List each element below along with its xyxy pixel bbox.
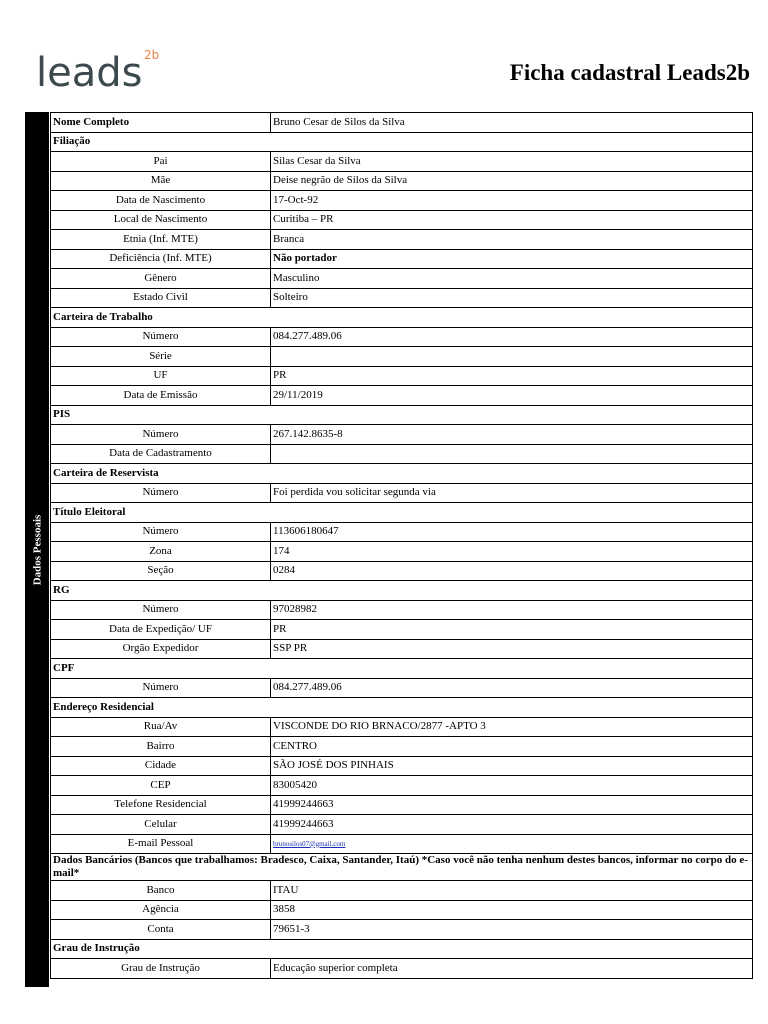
field-label: Celular: [51, 815, 271, 835]
field-value: 17-Oct-92: [271, 191, 753, 211]
table-row: [51, 620, 753, 640]
table-row: [51, 717, 753, 737]
table-row: [51, 425, 753, 445]
field-value: ITAU: [271, 881, 753, 901]
section-title: Dados Bancários (Bancos que trabalhamos: Bradesco, Caixa, Santander, Itaú) *Caso você não tenha nenhum destes bancos, informar no corpo do e-mail*: [51, 854, 753, 881]
table-row: [51, 756, 753, 776]
section-row: [51, 132, 753, 152]
section-row: [51, 405, 753, 425]
table-row: [51, 210, 753, 230]
field-label: Etnia (Inf. MTE): [51, 230, 271, 250]
field-label: Data de Expedição/ UF: [51, 620, 271, 640]
field-value: 0284: [271, 561, 753, 581]
section-row: [51, 659, 753, 679]
field-label: Banco: [51, 881, 271, 901]
field-label: Agência: [51, 900, 271, 920]
table-row: [51, 483, 753, 503]
field-value: 41999244663: [271, 815, 753, 835]
field-label: Nome Completo: [51, 113, 271, 133]
table-row: [51, 386, 753, 406]
field-label: Local de Nascimento: [51, 210, 271, 230]
section-title: Título Eleitoral: [51, 503, 753, 523]
section-row: [51, 503, 753, 523]
field-value: 97028982: [271, 600, 753, 620]
table-row: [51, 600, 753, 620]
page-title: Ficha cadastral Leads2b: [509, 60, 750, 85]
table-row: [51, 959, 753, 979]
sidebar-label: Dados Pessoais: [31, 514, 43, 585]
section-row: [51, 464, 753, 484]
section-title: Endereço Residencial: [51, 698, 753, 718]
table-row: [51, 522, 753, 542]
field-value: Silas Cesar da Silva: [271, 152, 753, 172]
field-value: 41999244663: [271, 795, 753, 815]
table-row: [51, 152, 753, 172]
section-title: Grau de Instrução: [51, 939, 753, 959]
field-label: Número: [51, 522, 271, 542]
field-value: SÃO JOSÉ DOS PINHAIS: [271, 756, 753, 776]
field-value: 79651-3: [271, 920, 753, 940]
field-label: Série: [51, 347, 271, 367]
field-label: CEP: [51, 776, 271, 796]
field-value: PR: [271, 620, 753, 640]
table-row: [51, 191, 753, 211]
field-label: Data de Cadastramento: [51, 444, 271, 464]
field-label: Número: [51, 327, 271, 347]
field-label: Número: [51, 678, 271, 698]
field-value: 084.277.489.06: [271, 678, 753, 698]
field-label: Orgão Expedidor: [51, 639, 271, 659]
field-value: [271, 444, 753, 464]
field-label: Número: [51, 600, 271, 620]
field-value: Educação superior completa: [271, 959, 753, 979]
section-title: Carteira de Reservista: [51, 464, 753, 484]
field-value: Foi perdida vou solicitar segunda via: [271, 483, 753, 503]
table-row: [51, 542, 753, 562]
field-label: Telefone Residencial: [51, 795, 271, 815]
section-row: [51, 939, 753, 959]
table-row: [51, 444, 753, 464]
section-row: [51, 698, 753, 718]
field-value: 267.142.8635-8: [271, 425, 753, 445]
field-label: Data de Emissão: [51, 386, 271, 406]
field-label: Bairro: [51, 737, 271, 757]
email-link[interactable]: brunosilos07@gmail.com: [273, 839, 346, 848]
field-value: Não portador: [271, 249, 753, 269]
section-title: Carteira de Trabalho: [51, 308, 753, 328]
table-row: [51, 920, 753, 940]
table-row: [51, 834, 753, 854]
section-title: CPF: [51, 659, 753, 679]
table-row: [51, 327, 753, 347]
field-label: Conta: [51, 920, 271, 940]
field-value: Deise negrão de Silos da Silva: [271, 171, 753, 191]
field-value: 29/11/2019: [271, 386, 753, 406]
field-value: 084.277.489.06: [271, 327, 753, 347]
table-row: [51, 347, 753, 367]
field-label: Data de Nascimento: [51, 191, 271, 211]
field-value: 83005420: [271, 776, 753, 796]
table-row: [51, 815, 753, 835]
field-label: Rua/Av: [51, 717, 271, 737]
field-label: Grau de Instrução: [51, 959, 271, 979]
registration-form-table: [50, 112, 753, 979]
field-value: PR: [271, 366, 753, 386]
table-row: [51, 269, 753, 289]
table-row: [51, 639, 753, 659]
section-title: PIS: [51, 405, 753, 425]
table-row: [51, 561, 753, 581]
table-row: [51, 171, 753, 191]
field-label: Zona: [51, 542, 271, 562]
field-label: Estado Civil: [51, 288, 271, 308]
table-row: [51, 678, 753, 698]
field-value: Curitiba – PR: [271, 210, 753, 230]
section-row: [51, 581, 753, 601]
field-label: Número: [51, 483, 271, 503]
field-value: Masculino: [271, 269, 753, 289]
field-label: Gênero: [51, 269, 271, 289]
field-value: 174: [271, 542, 753, 562]
field-label: UF: [51, 366, 271, 386]
field-label: Cidade: [51, 756, 271, 776]
table-row: [51, 366, 753, 386]
field-value: SSP PR: [271, 639, 753, 659]
table-row: [51, 776, 753, 796]
field-value: VISCONDE DO RIO BRNACO/2877 -APTO 3: [271, 717, 753, 737]
field-label: Pai: [51, 152, 271, 172]
table-row: [51, 113, 753, 133]
leads2b-logo: [36, 48, 160, 96]
field-value: Bruno Cesar de Silos da Silva: [271, 113, 753, 133]
section-title: RG: [51, 581, 753, 601]
field-label: Seção: [51, 561, 271, 581]
field-value: 3858: [271, 900, 753, 920]
field-label: Número: [51, 425, 271, 445]
logo-wordmark: leads: [36, 50, 143, 96]
table-row: [51, 795, 753, 815]
field-value: [271, 347, 753, 367]
table-row: [51, 230, 753, 250]
table-row: [51, 900, 753, 920]
field-label: Deficiência (Inf. MTE): [51, 249, 271, 269]
field-label: E-mail Pessoal: [51, 834, 271, 854]
section-row: [51, 308, 753, 328]
section-sidebar: [25, 112, 49, 987]
table-row: [51, 737, 753, 757]
table-row: [51, 249, 753, 269]
table-row: [51, 288, 753, 308]
field-value: 113606180647: [271, 522, 753, 542]
field-value: Solteiro: [271, 288, 753, 308]
section-row: [51, 854, 753, 881]
field-value: Branca: [271, 230, 753, 250]
field-value: CENTRO: [271, 737, 753, 757]
field-label: Mãe: [51, 171, 271, 191]
field-value: [271, 834, 753, 854]
section-title: Filiação: [51, 132, 753, 152]
logo-superscript: 2b: [144, 48, 160, 62]
table-row: [51, 881, 753, 901]
